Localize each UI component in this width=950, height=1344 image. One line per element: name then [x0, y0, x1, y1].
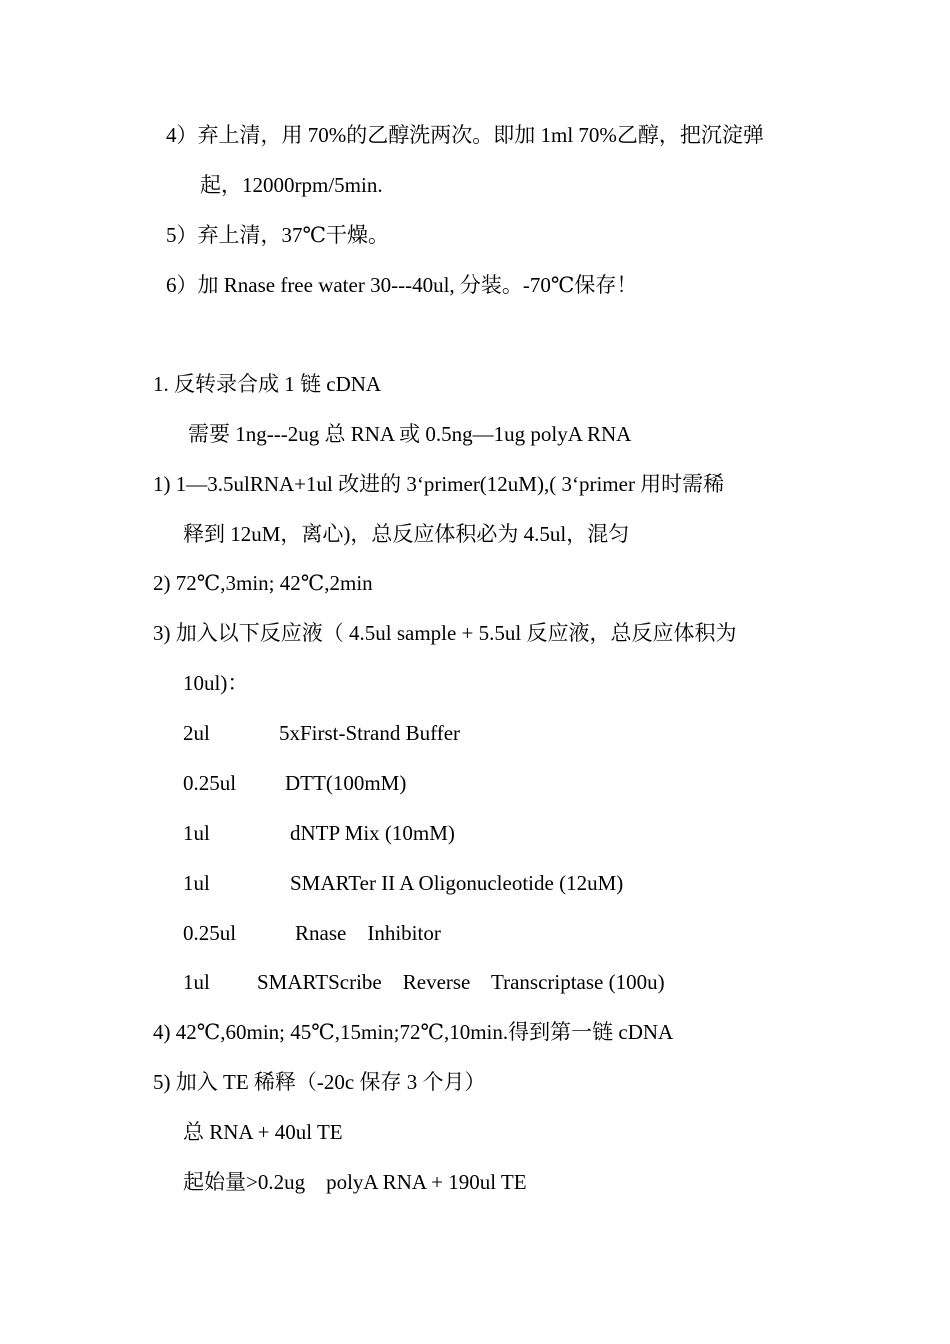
step4-line1: 4）弃上清，用 70%的乙醇洗两次。即加 1ml 70%乙醇，把沉淀弹	[166, 123, 764, 147]
protocol-step-3-line2: 10ul)：	[183, 671, 249, 695]
step6-text: 6）加 Rnase free water 30---40ul, 分装。-70℃保存！	[166, 273, 638, 297]
reagent-name: SMARTScribe Reverse Transcriptase (100u)	[257, 970, 665, 994]
reagent-row	[183, 969, 783, 995]
protocol-step-4: 4) 42℃,60min; 45℃,15min;72℃,10min.得到第一链 cDNA	[153, 1020, 674, 1044]
protocol-step-1-line2: 释到 12uM，离心)，总反应体积必为 4.5ul，混匀	[183, 522, 630, 546]
reagent-row	[183, 920, 783, 946]
step5-text: 5）弃上清，37℃干燥。	[166, 223, 389, 247]
protocol-step-3-line1: 3) 加入以下反应液（ 4.5ul sample + 5.5ul 反应液，总反应体积为	[153, 621, 737, 645]
reagent-amount: 1ul	[183, 821, 210, 845]
reagent-amount: 1ul	[183, 871, 210, 895]
reagent-row	[183, 870, 783, 896]
requirement-text: 需要 1ng---2ug 总 RNA 或 0.5ng—1ug polyA RNA	[188, 422, 632, 446]
reagent-name: dNTP Mix (10mM)	[290, 821, 455, 845]
reagent-name: 5xFirst-Strand Buffer	[279, 721, 461, 745]
reagent-amount: 2ul	[183, 721, 210, 745]
reagent-row	[183, 820, 783, 846]
reagent-name: SMARTer II A Oligonucleotide (12uM)	[290, 871, 624, 895]
reagent-name: DTT(100mM)	[285, 771, 407, 795]
reagent-amount: 1ul	[183, 970, 210, 994]
reagent-row	[183, 720, 783, 746]
protocol-step-2: 2) 72℃,3min; 42℃,2min	[153, 571, 373, 595]
protocol-step-5: 5) 加入 TE 稀释（-20c 保存 3 个月）	[153, 1070, 486, 1094]
reagent-name: Rnase Inhibitor	[295, 921, 441, 945]
step4-line2: 起，12000rpm/5min.	[200, 173, 383, 197]
reagent-amount: 0.25ul	[183, 771, 237, 795]
dilution-polya-rna: 起始量>0.2ug polyA RNA + 190ul TE	[183, 1170, 527, 1194]
section-heading: 1. 反转录合成 1 链 cDNA	[153, 372, 382, 396]
protocol-step-1-line1: 1) 1—3.5ulRNA+1ul 改进的 3‘primer(12uM),( 3‘primer 用时需稀	[153, 472, 725, 496]
reagent-row	[183, 770, 783, 796]
reagent-amount: 0.25ul	[183, 921, 237, 945]
dilution-total-rna: 总 RNA + 40ul TE	[183, 1120, 343, 1144]
